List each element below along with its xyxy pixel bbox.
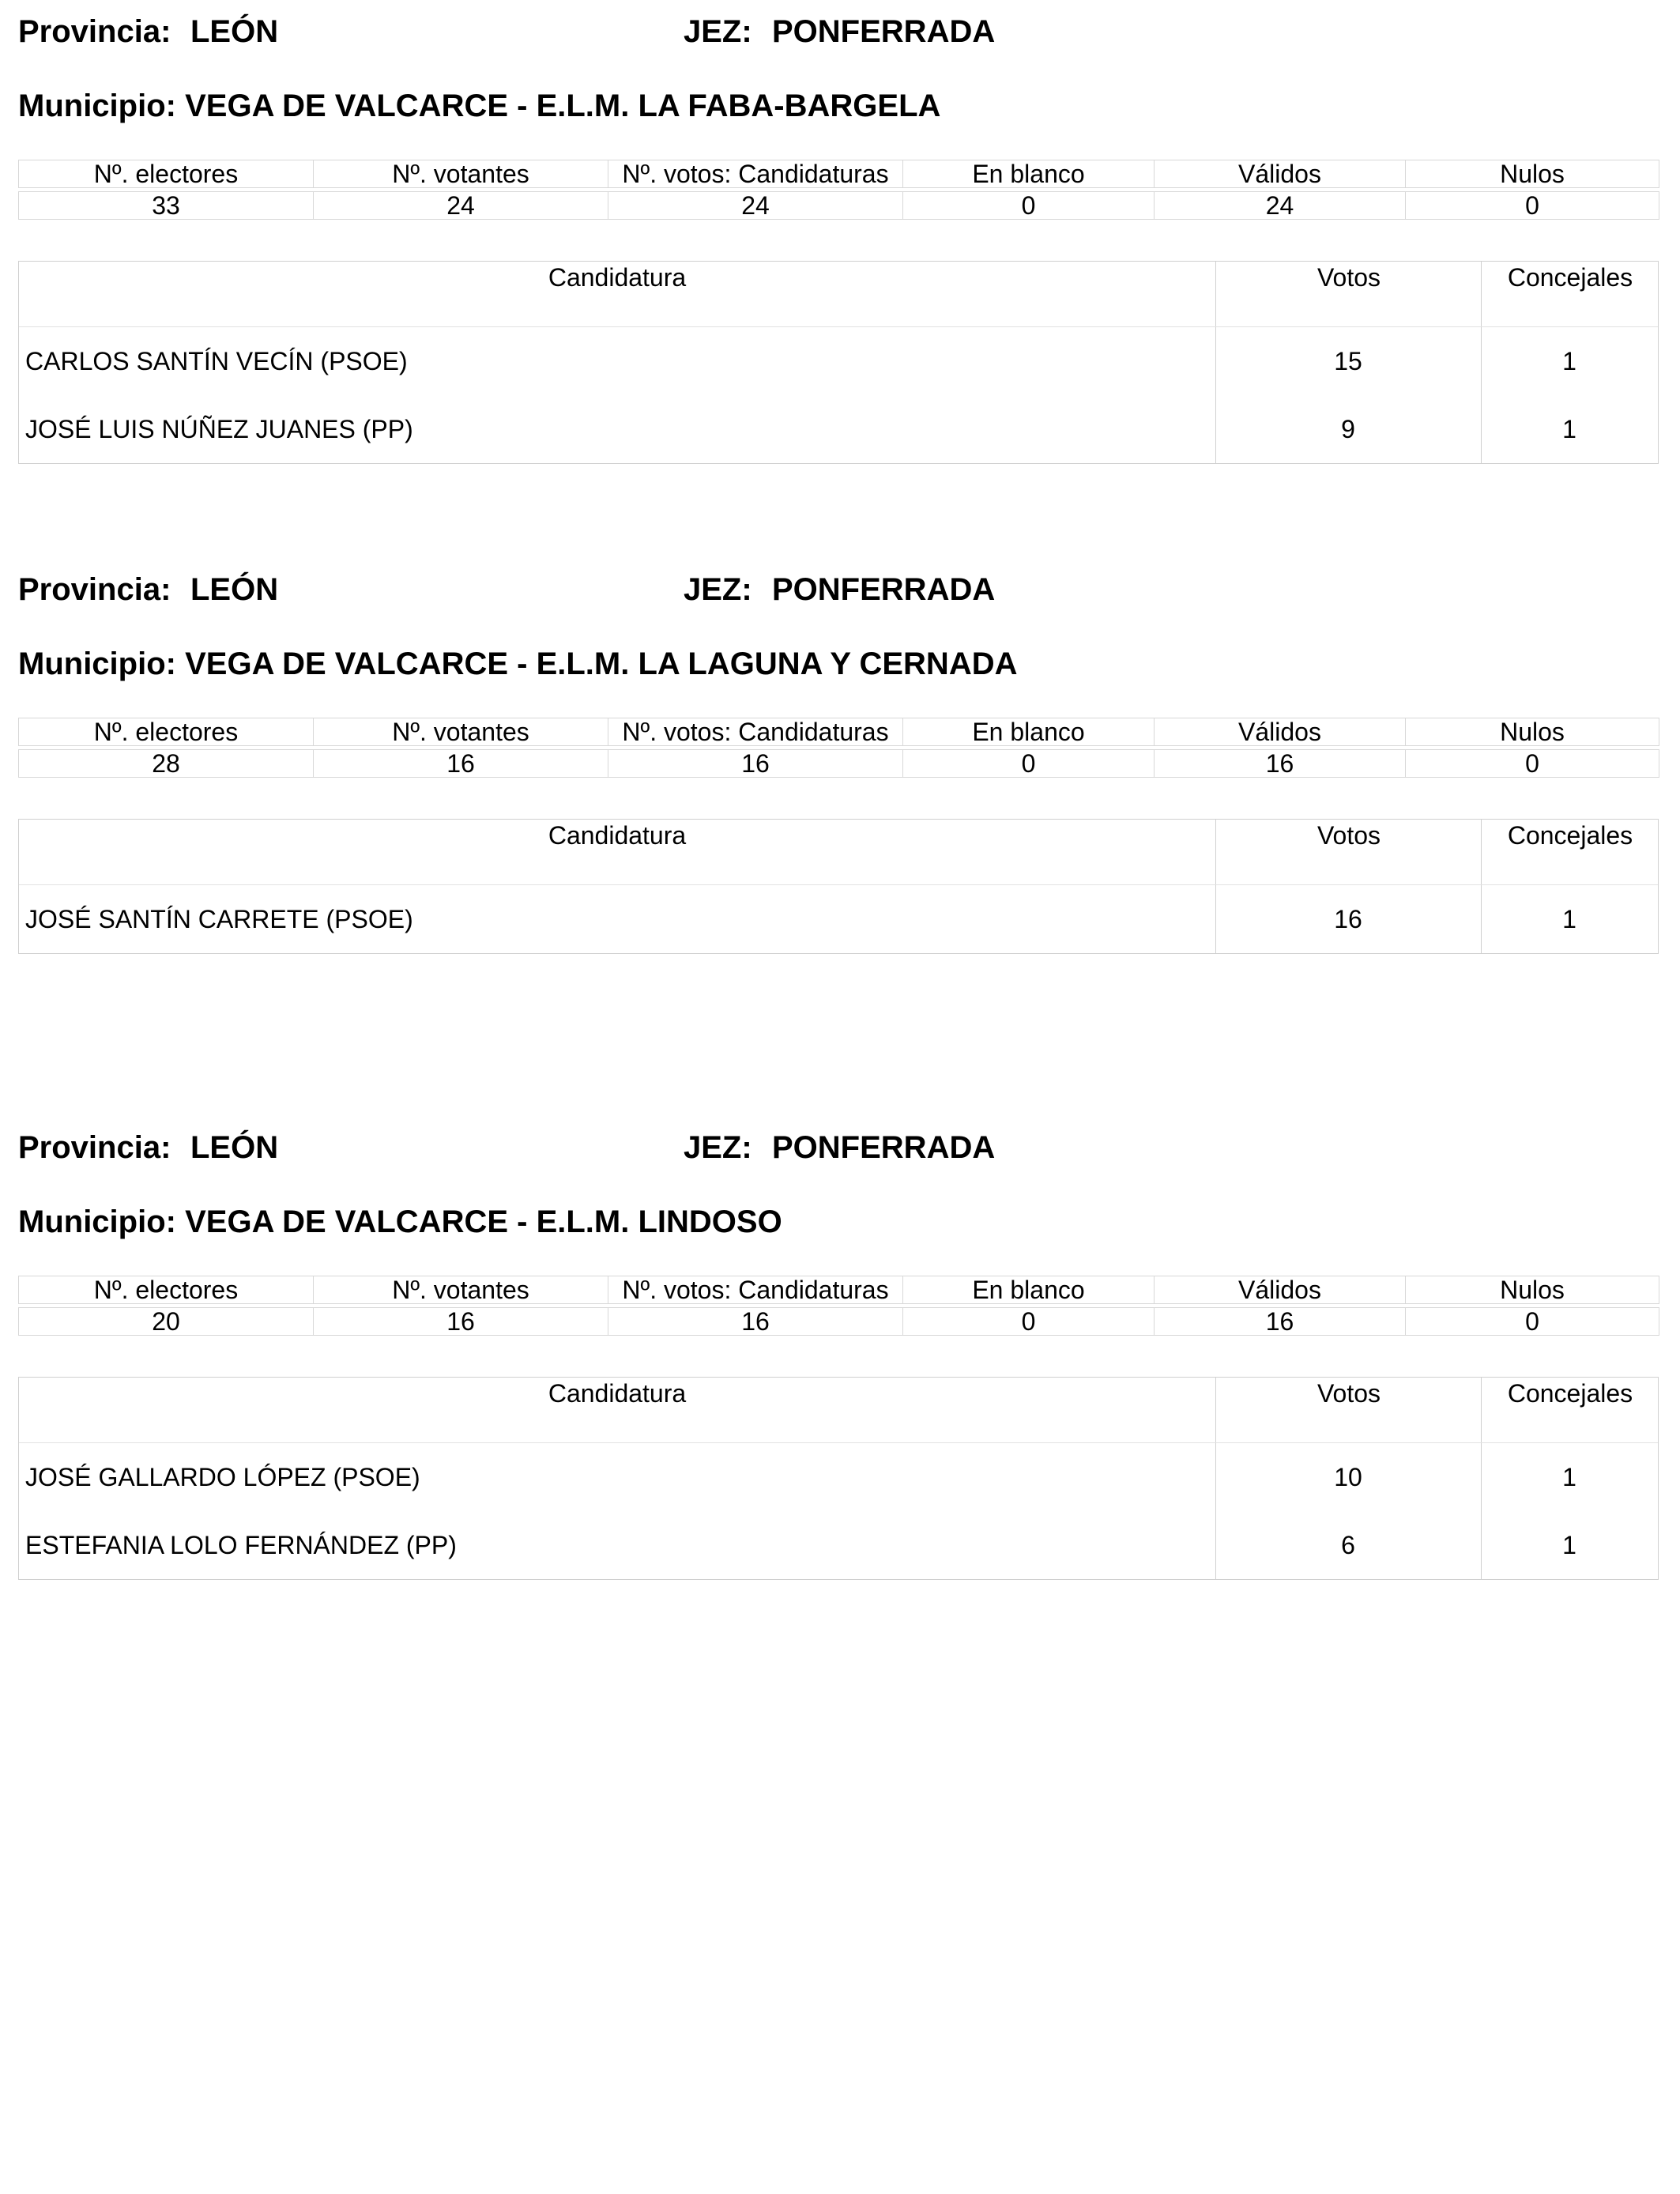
votos-candidaturas-value: 16 bbox=[608, 1308, 903, 1336]
summary-value-row bbox=[19, 192, 1659, 220]
summary-table bbox=[18, 1276, 1659, 1336]
en-blanco-header: En blanco bbox=[903, 1276, 1155, 1304]
jez-label: JEZ: bbox=[684, 14, 752, 49]
municipio-title bbox=[18, 1204, 782, 1240]
votos-candidaturas-header: Nº. votos: Candidaturas bbox=[608, 718, 903, 746]
en-blanco-value: 0 bbox=[903, 192, 1155, 220]
candidate-votos: 9 bbox=[1341, 415, 1355, 443]
municipio-label: Municipio: bbox=[18, 1204, 176, 1239]
provincia-label: Provincia: bbox=[18, 1130, 171, 1165]
candidate-concejales: 1 bbox=[1562, 1531, 1576, 1559]
validos-header: Válidos bbox=[1155, 1276, 1406, 1304]
votos-candidaturas-value: 24 bbox=[608, 192, 903, 220]
provincia-value: LEÓN bbox=[190, 1130, 279, 1165]
candidate-name: CARLOS SANTÍN VECÍN (PSOE) bbox=[25, 347, 408, 375]
electores-header: Nº. electores bbox=[19, 1276, 314, 1304]
validos-value: 16 bbox=[1155, 1308, 1406, 1336]
jez-value: PONFERRADA bbox=[772, 572, 996, 607]
candidate-votos: 10 bbox=[1334, 1463, 1362, 1491]
concejales-header: Concejales bbox=[1481, 1378, 1659, 1442]
votos-header: Votos bbox=[1215, 1378, 1482, 1442]
votos-candidaturas-header: Nº. votos: Candidaturas bbox=[608, 160, 903, 188]
candidate-row bbox=[19, 1443, 1658, 1511]
en-blanco-value: 0 bbox=[903, 1308, 1155, 1336]
candidates-table bbox=[18, 1377, 1659, 1580]
votos-header: Votos bbox=[1215, 262, 1482, 326]
candidate-name: JOSÉ SANTÍN CARRETE (PSOE) bbox=[25, 905, 413, 933]
en-blanco-header: En blanco bbox=[903, 160, 1155, 188]
candidate-concejales: 1 bbox=[1562, 905, 1576, 933]
candidate-row bbox=[19, 1511, 1658, 1579]
votantes-value: 24 bbox=[314, 192, 608, 220]
en-blanco-header: En blanco bbox=[903, 718, 1155, 746]
candidates-header-row bbox=[19, 1378, 1658, 1443]
jez-label: JEZ: bbox=[684, 1130, 752, 1165]
votos-header: Votos bbox=[1215, 820, 1482, 884]
votantes-header: Nº. votantes bbox=[314, 718, 608, 746]
municipio-title bbox=[18, 647, 1017, 682]
summary-header-row bbox=[19, 160, 1659, 188]
provincia-value: LEÓN bbox=[190, 14, 279, 49]
header-row bbox=[18, 14, 1659, 54]
electores-value: 20 bbox=[19, 1308, 314, 1336]
en-blanco-value: 0 bbox=[903, 750, 1155, 778]
votos-candidaturas-header: Nº. votos: Candidaturas bbox=[608, 1276, 903, 1304]
candidatura-header: Candidatura bbox=[548, 263, 687, 292]
candidate-name: JOSÉ LUIS NÚÑEZ JUANES (PP) bbox=[25, 415, 413, 443]
candidate-row bbox=[19, 885, 1658, 953]
header-row bbox=[18, 572, 1659, 612]
municipio-label: Municipio: bbox=[18, 89, 176, 123]
votos-candidaturas-value: 16 bbox=[608, 750, 903, 778]
header-row bbox=[18, 1130, 1659, 1170]
votantes-value: 16 bbox=[314, 750, 608, 778]
nulos-value: 0 bbox=[1406, 750, 1659, 778]
candidate-concejales: 1 bbox=[1562, 1463, 1576, 1491]
candidatura-header: Candidatura bbox=[548, 821, 687, 850]
candidate-votos: 16 bbox=[1334, 905, 1362, 933]
nulos-value: 0 bbox=[1406, 192, 1659, 220]
jez-value: PONFERRADA bbox=[772, 1130, 996, 1165]
electores-value: 28 bbox=[19, 750, 314, 778]
candidate-name: ESTEFANIA LOLO FERNÁNDEZ (PP) bbox=[25, 1531, 457, 1559]
nulos-header: Nulos bbox=[1406, 160, 1659, 188]
votantes-header: Nº. votantes bbox=[314, 160, 608, 188]
candidate-row bbox=[19, 395, 1658, 463]
candidate-concejales: 1 bbox=[1562, 347, 1576, 375]
municipio-title bbox=[18, 89, 940, 124]
summary-table bbox=[18, 718, 1659, 778]
candidatura-header: Candidatura bbox=[548, 1379, 687, 1408]
electores-header: Nº. electores bbox=[19, 718, 314, 746]
provincia-label: Provincia: bbox=[18, 572, 171, 607]
validos-value: 24 bbox=[1155, 192, 1406, 220]
municipio-value: VEGA DE VALCARCE - E.L.M. LA FABA-BARGELA bbox=[185, 89, 941, 123]
summary-table bbox=[18, 160, 1659, 220]
municipio-value: VEGA DE VALCARCE - E.L.M. LA LAGUNA Y CERNADA bbox=[185, 647, 1018, 681]
municipio-label: Municipio: bbox=[18, 647, 176, 681]
candidate-votos: 15 bbox=[1334, 347, 1362, 375]
summary-value-row bbox=[19, 1308, 1659, 1336]
jez-label: JEZ: bbox=[684, 572, 752, 607]
votantes-value: 16 bbox=[314, 1308, 608, 1336]
provincia-value: LEÓN bbox=[190, 572, 279, 607]
candidates-header-row bbox=[19, 820, 1658, 885]
nulos-value: 0 bbox=[1406, 1308, 1659, 1336]
nulos-header: Nulos bbox=[1406, 718, 1659, 746]
votantes-header: Nº. votantes bbox=[314, 1276, 608, 1304]
candidates-table bbox=[18, 261, 1659, 464]
candidates-table bbox=[18, 819, 1659, 954]
electores-value: 33 bbox=[19, 192, 314, 220]
summary-header-row bbox=[19, 1276, 1659, 1304]
candidate-concejales: 1 bbox=[1562, 415, 1576, 443]
summary-header-row bbox=[19, 718, 1659, 746]
validos-header: Válidos bbox=[1155, 718, 1406, 746]
candidate-name: JOSÉ GALLARDO LÓPEZ (PSOE) bbox=[25, 1463, 420, 1491]
validos-header: Válidos bbox=[1155, 160, 1406, 188]
summary-value-row bbox=[19, 750, 1659, 778]
candidate-row bbox=[19, 327, 1658, 395]
candidate-votos: 6 bbox=[1341, 1531, 1355, 1559]
candidates-header-row bbox=[19, 262, 1658, 327]
provincia-label: Provincia: bbox=[18, 14, 171, 49]
jez-value: PONFERRADA bbox=[772, 14, 996, 49]
nulos-header: Nulos bbox=[1406, 1276, 1659, 1304]
municipio-value: VEGA DE VALCARCE - E.L.M. LINDOSO bbox=[185, 1204, 782, 1239]
concejales-header: Concejales bbox=[1481, 262, 1659, 326]
concejales-header: Concejales bbox=[1481, 820, 1659, 884]
electores-header: Nº. electores bbox=[19, 160, 314, 188]
validos-value: 16 bbox=[1155, 750, 1406, 778]
